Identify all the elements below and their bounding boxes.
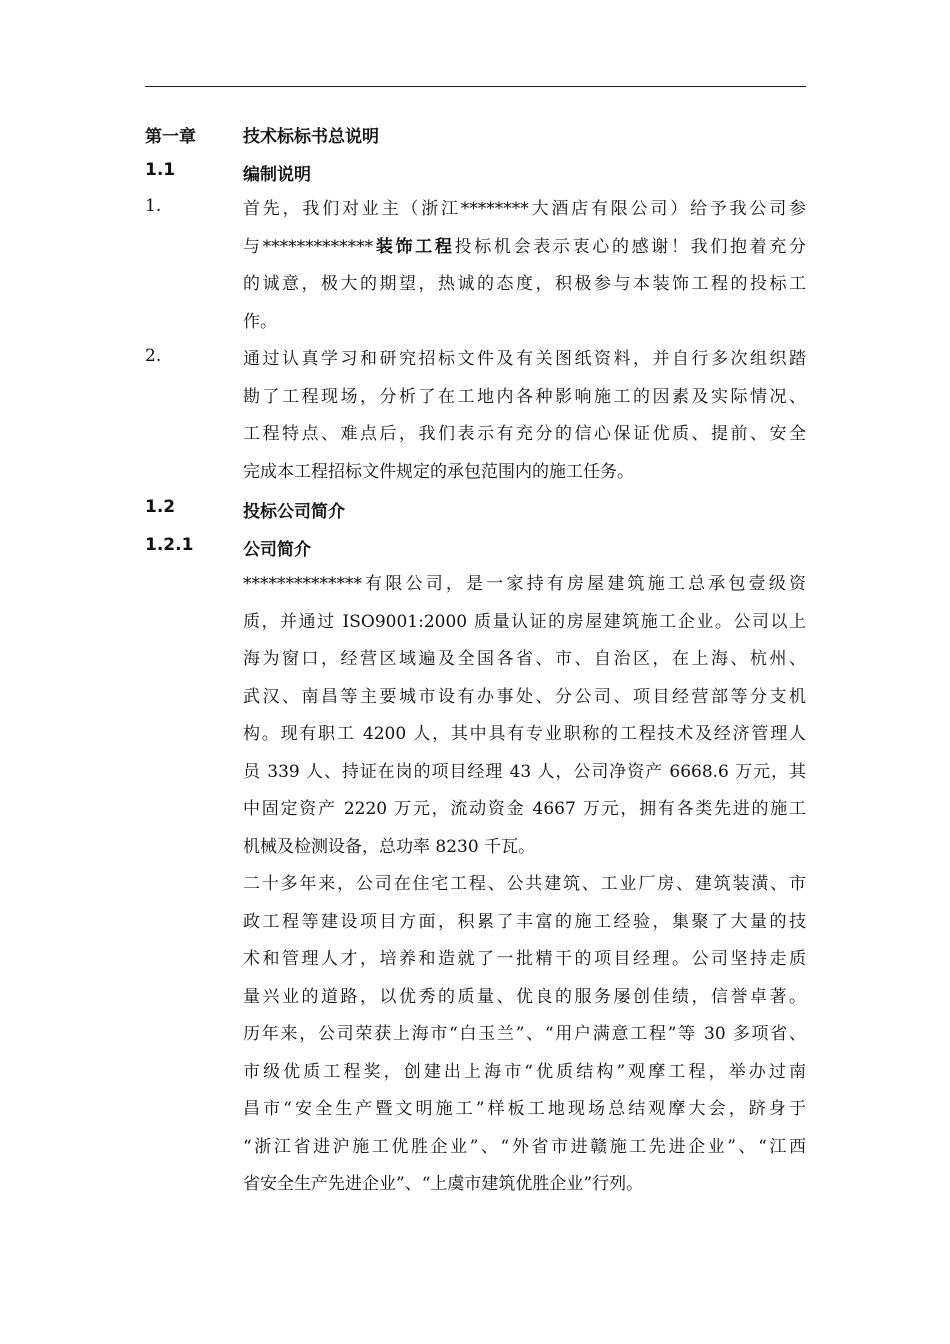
text-prefix: 与************* — [243, 236, 374, 257]
text-line: 政工程等建设项目方面，积累了丰富的施工经验，集聚了大量的技 — [243, 911, 806, 932]
section-title: 编制说明 — [243, 165, 311, 185]
text-line: 机械及检测设备，总功率 8230 千瓦。 — [243, 836, 536, 857]
text-line: 员 339 人、持证在岗的项目经理 43 人，公司净资产 6668.6 万元，其 — [243, 761, 806, 782]
text-line: 首先，我们对业主（浙江********大酒店有限公司）给予我公司参 — [243, 199, 806, 219]
chapter-number: 第一章 — [145, 127, 196, 147]
item-text — [243, 191, 806, 341]
text-line: 中固定资产 2220 万元，流动资金 4667 万元，拥有各类先进的施工 — [243, 799, 806, 819]
paragraph-text — [243, 866, 806, 1204]
text-line: 通过认真学习和研究招标文件及有关图纸资料，并自行多次组织踏 — [243, 349, 806, 369]
section-number: 1.2.1 — [145, 535, 194, 555]
text-line: 质，并通过 ISO9001:2000 质量认证的房屋建筑施工企业。公司以上 — [243, 611, 806, 632]
paragraph-text — [243, 566, 806, 866]
section-number: 1.2 — [145, 497, 176, 517]
text-line: 量兴业的道路，以优秀的质量、优良的服务屡创佳绩，信誉卓著。 — [243, 986, 806, 1007]
text-line: 构。现有职工 4200 人，其中具有专业职称的工程技术及经济管理人 — [243, 724, 806, 744]
text-line: 完成本工程招标文件规定的承包范围内的施工任务。 — [243, 461, 634, 482]
text-line: 市级优质工程奖，创建出上海市“优质结构”观摩工程，举办过南 — [243, 1061, 806, 1082]
text-line: 海为窗口，经营区域遍及全国各省、市、自治区，在上海、杭州、 — [243, 649, 806, 669]
text-line: **************有限公司，是一家持有房屋建筑施工总承包壹级资 — [243, 574, 806, 594]
item-number: 1. — [145, 196, 162, 216]
bold-term: 装饰工程 — [373, 236, 455, 257]
section-title: 投标公司简介 — [243, 502, 345, 522]
text-line: 工程特点、难点后，我们表示有充分的信心保证优质、提前、安全 — [243, 424, 806, 444]
header-rule — [145, 86, 806, 87]
section-number: 1.1 — [145, 160, 176, 180]
text-line: 勘了工程现场，分析了在工地内各种影响施工的因素及实际情况、 — [243, 386, 806, 407]
text-line: 的诚意，极大的期望，热诚的态度，积极参与本装饰工程的投标工 — [243, 274, 806, 294]
text-line — [243, 229, 806, 267]
text-line: 历年来，公司荣获上海市“白玉兰”、“用户满意工程”等 30 多项省、 — [243, 1024, 806, 1044]
item-text — [243, 341, 806, 491]
item-number: 2. — [145, 346, 162, 366]
text-line: 昌市“安全生产暨文明施工”样板工地现场总结观摩大会，跻身于 — [243, 1099, 806, 1119]
text-line: 二十多年来，公司在住宅工程、公共建筑、工业厂房、建筑装潢、市 — [243, 874, 806, 894]
text-line: 武汉、南昌等主要城市设有办事处、分公司、项目经营部等分支机 — [243, 686, 806, 707]
text-line: 作。 — [243, 311, 277, 332]
text-line: “浙江省进沪施工优胜企业”、“外省市进赣施工先进企业”、“江西 — [243, 1136, 806, 1157]
text-line: 省安全生产先进企业”、“上虞市建筑优胜企业”行列。 — [243, 1174, 644, 1194]
text-line: 术和管理人才，培养和造就了一批精干的项目经理。公司坚持走质 — [243, 949, 806, 969]
chapter-title: 技术标标书总说明 — [243, 127, 379, 147]
section-title: 公司简介 — [243, 540, 311, 560]
text-rest: 投标机会表示衷心的感谢！我们抱着充分 — [454, 236, 807, 257]
